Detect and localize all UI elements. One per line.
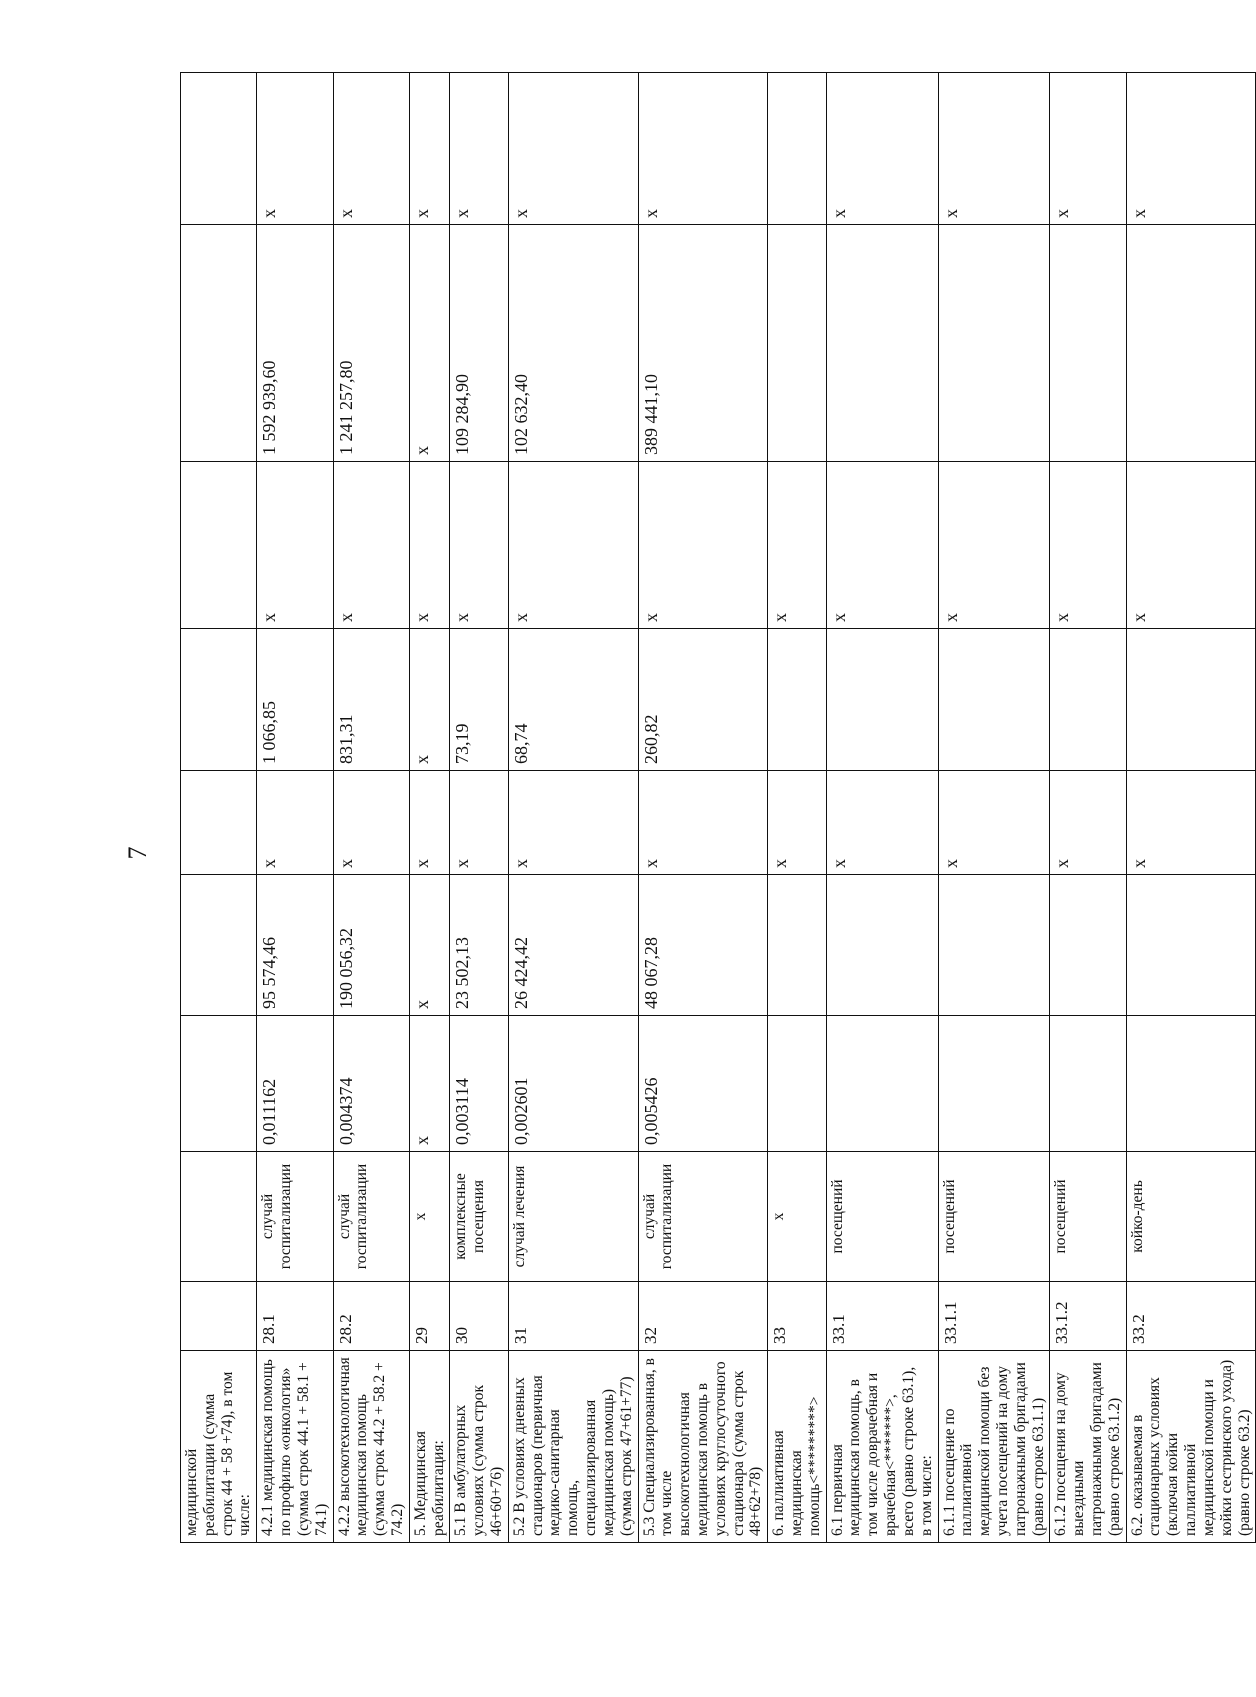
line-number-cell: 29 <box>409 1282 450 1351</box>
value-cell <box>768 225 826 462</box>
line-number-cell: 33.1 <box>826 1282 938 1351</box>
line-number-cell: 32 <box>638 1282 768 1351</box>
value-cell: 23 502,13 <box>450 875 508 1016</box>
value-cell: х <box>333 462 409 629</box>
row-name-cell: медицинской реабилитации (сумма строк 44 + 58 +74), в том числе: <box>181 1351 257 1543</box>
value-cell: х <box>257 462 333 629</box>
unit-cell: случай госпитализации <box>333 1152 409 1282</box>
value-cell: х <box>938 771 1050 875</box>
value-cell <box>181 629 257 771</box>
line-number-cell: 33.1.1 <box>938 1282 1050 1351</box>
value-cell <box>768 629 826 771</box>
value-cell: 0,003114 <box>450 1016 508 1152</box>
table-row <box>768 73 826 1543</box>
value-cell: х <box>1126 462 1256 629</box>
value-cell <box>938 225 1050 462</box>
table-row <box>938 73 1050 1543</box>
table-row <box>508 73 638 1543</box>
row-name-cell: 4.2.2 высокотехнологичная медицинская помощь (сумма строк 44.2 + 58.2 + 74.2) <box>333 1351 409 1543</box>
value-cell: х <box>768 462 826 629</box>
value-cell: х <box>508 462 638 629</box>
line-number-cell: 33.2 <box>1126 1282 1256 1351</box>
value-cell <box>181 462 257 629</box>
value-cell: х <box>450 462 508 629</box>
value-cell: х <box>450 73 508 225</box>
value-cell: х <box>638 771 768 875</box>
unit-cell: случай госпитализации <box>257 1152 333 1282</box>
value-cell: х <box>333 771 409 875</box>
value-cell: х <box>826 462 938 629</box>
row-name-cell: 4.2.1 медицинская помощь по профилю «онкология» (сумма строк 44.1 + 58.1 + 74.1) <box>257 1351 333 1543</box>
value-cell: х <box>1050 462 1126 629</box>
value-cell: х <box>409 73 450 225</box>
unit-cell: комплексные посещения <box>450 1152 508 1282</box>
value-cell: х <box>768 771 826 875</box>
table-row <box>450 73 508 1543</box>
value-cell: 1 241 257,80 <box>333 225 409 462</box>
unit-cell: х <box>768 1152 826 1282</box>
table-row <box>409 73 450 1543</box>
value-cell <box>1126 629 1256 771</box>
value-cell: 48 067,28 <box>638 875 768 1016</box>
value-cell <box>768 1016 826 1152</box>
value-cell <box>826 225 938 462</box>
value-cell: 389 441,10 <box>638 225 768 462</box>
line-number-cell: 33.1.2 <box>1050 1282 1126 1351</box>
value-cell: 0,004374 <box>333 1016 409 1152</box>
value-cell: х <box>409 771 450 875</box>
unit-cell: случай лечения <box>508 1152 638 1282</box>
value-cell: 0,002601 <box>508 1016 638 1152</box>
row-name-cell: 6.1 первичная медицинская помощь, в том числе доврачебная и врачебная<*******>, всего (равно строке 63.1), в том числе: <box>826 1351 938 1543</box>
value-cell: х <box>409 1016 450 1152</box>
value-cell: 73,19 <box>450 629 508 771</box>
value-cell: 68,74 <box>508 629 638 771</box>
unit-cell: х <box>409 1152 450 1282</box>
row-name-cell: 6.2. оказываемая в стационарных условиях (включая койки паллиативной медицинской помощи и койки сестринского ухода) (равно строке 63.2) <box>1126 1351 1256 1543</box>
unit-cell: посещений <box>938 1152 1050 1282</box>
value-cell: х <box>409 225 450 462</box>
value-cell: х <box>638 73 768 225</box>
value-cell: х <box>938 73 1050 225</box>
data-table <box>180 72 1256 1543</box>
value-cell: 102 632,40 <box>508 225 638 462</box>
row-name-cell: 6.1.2 посещения на дому выездными патронажными бригадами (равно строке 63.1.2) <box>1050 1351 1126 1543</box>
value-cell <box>1050 1016 1126 1152</box>
value-cell <box>1050 629 1126 771</box>
value-cell: х <box>826 771 938 875</box>
unit-cell: посещений <box>1050 1152 1126 1282</box>
line-number-cell: 33 <box>768 1282 826 1351</box>
unit-cell: случай госпитализации <box>638 1152 768 1282</box>
value-cell <box>826 629 938 771</box>
unit-cell <box>181 1152 257 1282</box>
unit-cell: койко-день <box>1126 1152 1256 1282</box>
line-number-cell: 28.1 <box>257 1282 333 1351</box>
value-cell <box>826 1016 938 1152</box>
value-cell: 0,005426 <box>638 1016 768 1152</box>
value-cell: 260,82 <box>638 629 768 771</box>
value-cell <box>938 629 1050 771</box>
value-cell: 0,011162 <box>257 1016 333 1152</box>
table-row <box>333 73 409 1543</box>
value-cell: х <box>409 629 450 771</box>
row-name-cell: 6. паллиативная медицинская помощь<*********> <box>768 1351 826 1543</box>
value-cell <box>1050 875 1126 1016</box>
value-cell: х <box>938 462 1050 629</box>
value-cell: 1 066,85 <box>257 629 333 771</box>
value-cell <box>938 1016 1050 1152</box>
value-cell <box>1126 1016 1256 1152</box>
value-cell: 831,31 <box>333 629 409 771</box>
value-cell: 95 574,46 <box>257 875 333 1016</box>
value-cell: х <box>409 462 450 629</box>
value-cell <box>181 225 257 462</box>
value-cell <box>938 875 1050 1016</box>
value-cell: х <box>333 73 409 225</box>
value-cell: х <box>1126 73 1256 225</box>
row-name-cell: 5.1 В амбулаторных условиях (сумма строк 46+60+76) <box>450 1351 508 1543</box>
row-name-cell: 5.3 Специализированная, в том числе высокотехнологичная медицинская помощь в условиях круглосуточного стационара (сумма строк 48+62+78) <box>638 1351 768 1543</box>
value-cell: х <box>638 462 768 629</box>
value-cell <box>181 771 257 875</box>
value-cell: х <box>450 771 508 875</box>
value-cell <box>1050 225 1126 462</box>
row-name-cell: 5.2 В условиях дневных стационаров (первичная медико-санитарная помощь, специализированная медицинская помощь) (сумма строк 47+61+77) <box>508 1351 638 1543</box>
table-row <box>638 73 768 1543</box>
value-cell <box>768 875 826 1016</box>
value-cell <box>181 1016 257 1152</box>
value-cell <box>181 875 257 1016</box>
value-cell: 190 056,32 <box>333 875 409 1016</box>
table-row <box>1050 73 1126 1543</box>
value-cell: х <box>257 73 333 225</box>
table-row <box>1126 73 1256 1543</box>
row-name-cell: 6.1.1 посещение по паллиативной медицинской помощи без учета посещений на дому патронажными бригадами (равно строке 63.1.1) <box>938 1351 1050 1543</box>
table-body <box>181 73 1256 1543</box>
value-cell: х <box>1050 73 1126 225</box>
table-row <box>257 73 333 1543</box>
value-cell <box>768 73 826 225</box>
value-cell <box>826 875 938 1016</box>
line-number-cell: 30 <box>450 1282 508 1351</box>
value-cell: х <box>409 875 450 1016</box>
value-cell: х <box>508 73 638 225</box>
value-cell: х <box>1050 771 1126 875</box>
table-row <box>181 73 257 1543</box>
page-number: 7 <box>123 846 152 860</box>
value-cell: х <box>1126 771 1256 875</box>
rotated-table-container <box>180 73 1253 1543</box>
value-cell <box>181 73 257 225</box>
line-number-cell: 28.2 <box>333 1282 409 1351</box>
table-row <box>826 73 938 1543</box>
unit-cell: посещений <box>826 1152 938 1282</box>
value-cell: 1 592 939,60 <box>257 225 333 462</box>
value-cell <box>1126 225 1256 462</box>
value-cell: х <box>826 73 938 225</box>
value-cell: х <box>508 771 638 875</box>
value-cell: 109 284,90 <box>450 225 508 462</box>
line-number-cell <box>181 1282 257 1351</box>
value-cell: х <box>257 771 333 875</box>
row-name-cell: 5. Медицинская реабилитация: <box>409 1351 450 1543</box>
value-cell <box>1126 875 1256 1016</box>
value-cell: 26 424,42 <box>508 875 638 1016</box>
line-number-cell: 31 <box>508 1282 638 1351</box>
